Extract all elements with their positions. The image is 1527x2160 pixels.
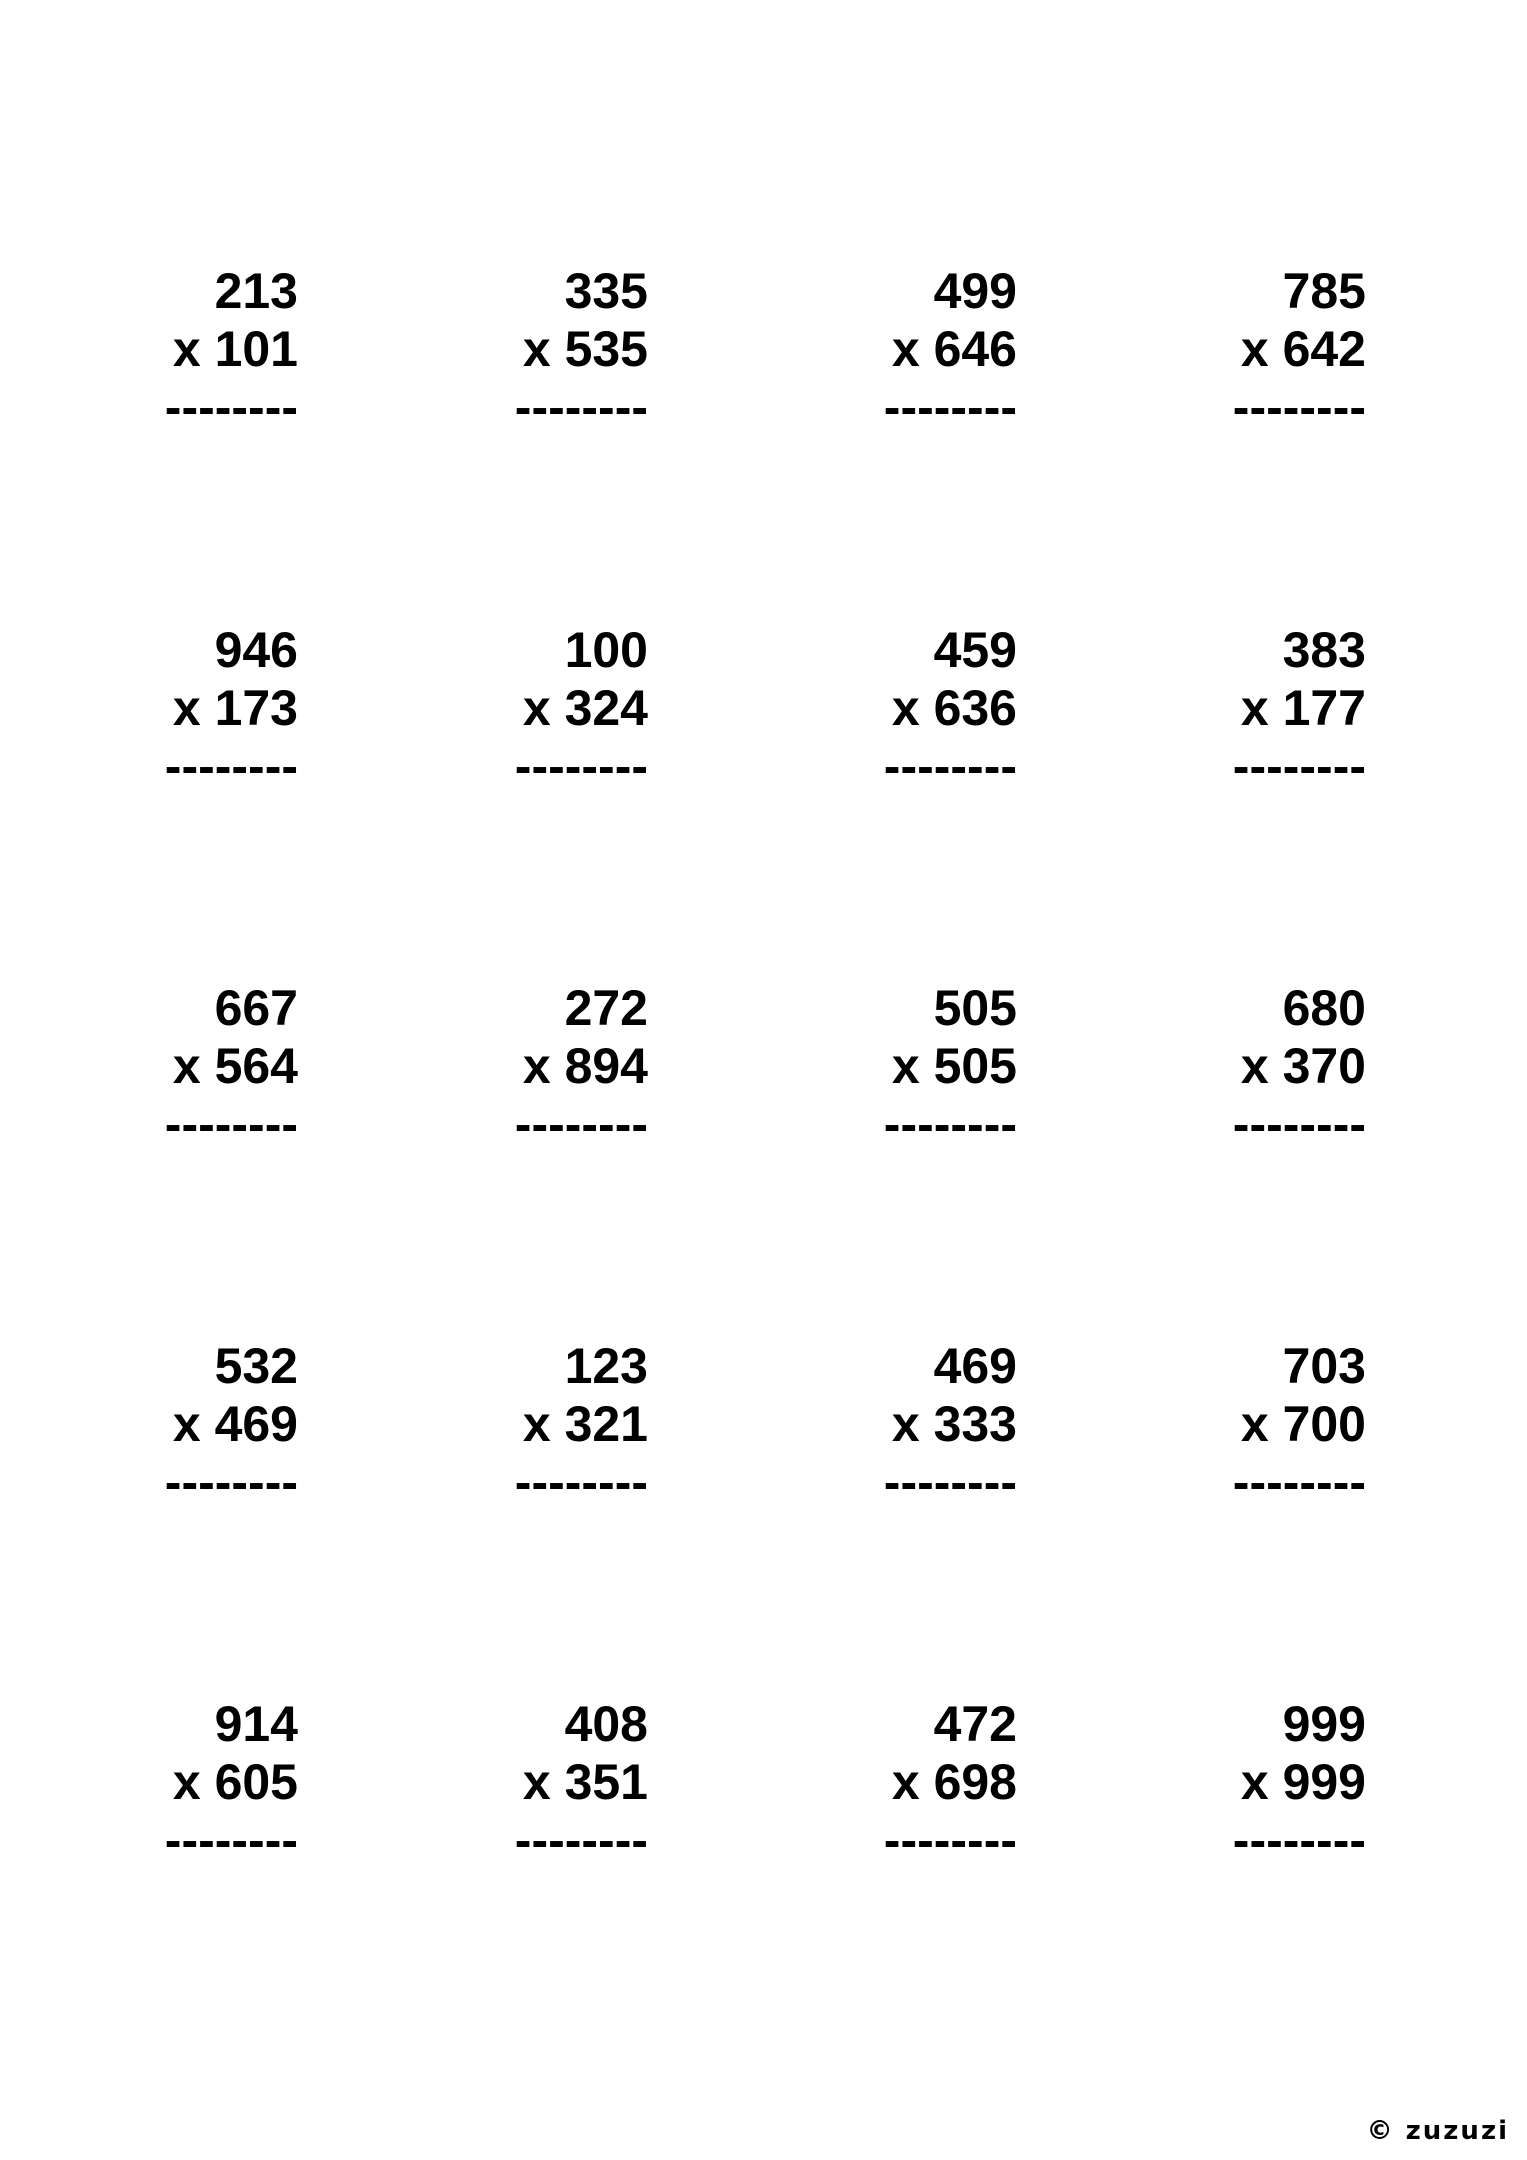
- answer-rule: --------: [883, 379, 1017, 435]
- times-operator: x: [891, 321, 920, 377]
- multiplier-line: [817, 1753, 1017, 1811]
- multiplier-line: [817, 679, 1017, 737]
- multiplier: 101: [214, 321, 298, 377]
- multiplier-line: [817, 1037, 1017, 1095]
- multiplicand: 680: [1282, 980, 1366, 1036]
- multiplication-problem: [817, 979, 1017, 1153]
- answer-rule: --------: [164, 1454, 298, 1510]
- multiplication-problem: [98, 979, 298, 1153]
- answer-rule: --------: [164, 738, 298, 794]
- times-operator: x: [172, 321, 201, 377]
- multiplier: 370: [1282, 1038, 1366, 1094]
- times-operator: x: [1240, 1038, 1269, 1094]
- times-operator: x: [172, 1396, 201, 1452]
- times-operator: x: [1240, 1754, 1269, 1810]
- multiplication-problem: [1166, 1337, 1366, 1511]
- answer-rule: --------: [164, 379, 298, 435]
- multiplication-problem: [448, 979, 648, 1153]
- copyright-footer: © zuzuzi: [1366, 2116, 1509, 2146]
- answer-rule: --------: [514, 1812, 648, 1868]
- multiplicand: 459: [933, 622, 1017, 678]
- multiplier-line: [448, 679, 648, 737]
- multiplier-line: [817, 1395, 1017, 1453]
- multiplicand: 408: [564, 1696, 648, 1752]
- multiplier: 564: [214, 1038, 298, 1094]
- times-operator: x: [522, 1396, 551, 1452]
- multiplier-line: [448, 320, 648, 378]
- multiplication-problem: [817, 1337, 1017, 1511]
- answer-rule: --------: [514, 1096, 648, 1152]
- multiplier-line: [448, 1753, 648, 1811]
- multiplier: 698: [933, 1754, 1017, 1810]
- times-operator: x: [522, 680, 551, 736]
- multiplication-problem: [98, 262, 298, 436]
- times-operator: x: [891, 1396, 920, 1452]
- multiplication-problem: [1166, 1695, 1366, 1869]
- times-operator: x: [891, 1038, 920, 1094]
- multiplicand: 472: [933, 1696, 1017, 1752]
- multiplier: 177: [1282, 680, 1366, 736]
- times-operator: x: [1240, 321, 1269, 377]
- multiplicand: 703: [1282, 1338, 1366, 1394]
- multiplication-problem: [98, 1695, 298, 1869]
- answer-rule: --------: [1232, 1812, 1366, 1868]
- multiplier-line: [98, 1753, 298, 1811]
- multiplier-line: [1166, 1037, 1366, 1095]
- answer-rule: --------: [1232, 738, 1366, 794]
- answer-rule: --------: [1232, 1454, 1366, 1510]
- multiplicand: 785: [1282, 263, 1366, 319]
- answer-rule: --------: [514, 1454, 648, 1510]
- multiplicand: 667: [214, 980, 298, 1036]
- answer-rule: --------: [883, 1812, 1017, 1868]
- multiplication-problem: [448, 1695, 648, 1869]
- multiplication-problem: [98, 1337, 298, 1511]
- times-operator: x: [522, 321, 551, 377]
- multiplier: 351: [564, 1754, 648, 1810]
- multiplicand: 499: [933, 263, 1017, 319]
- multiplication-problem: [817, 1695, 1017, 1869]
- multiplier: 321: [564, 1396, 648, 1452]
- multiplicand: 999: [1282, 1696, 1366, 1752]
- times-operator: x: [172, 680, 201, 736]
- times-operator: x: [1240, 1396, 1269, 1452]
- multiplicand: 914: [214, 1696, 298, 1752]
- multiplier-line: [98, 1395, 298, 1453]
- multiplier: 999: [1282, 1754, 1366, 1810]
- multiplier-line: [98, 679, 298, 737]
- multiplicand: 100: [564, 622, 648, 678]
- multiplier: 505: [933, 1038, 1017, 1094]
- multiplier: 646: [933, 321, 1017, 377]
- multiplier: 605: [214, 1754, 298, 1810]
- times-operator: x: [1240, 680, 1269, 736]
- multiplication-problem: [448, 262, 648, 436]
- times-operator: x: [891, 1754, 920, 1810]
- multiplier-line: [98, 1037, 298, 1095]
- multiplicand: 505: [933, 980, 1017, 1036]
- multiplicand: 532: [214, 1338, 298, 1394]
- multiplicand: 213: [214, 263, 298, 319]
- multiplication-problem: [817, 262, 1017, 436]
- times-operator: x: [522, 1038, 551, 1094]
- multiplication-problem: [1166, 979, 1366, 1153]
- multiplier: 535: [564, 321, 648, 377]
- multiplicand: 335: [564, 263, 648, 319]
- multiplicand: 469: [933, 1338, 1017, 1394]
- multiplier: 636: [933, 680, 1017, 736]
- answer-rule: --------: [883, 1096, 1017, 1152]
- multiplier-line: [448, 1037, 648, 1095]
- multiplicand: 946: [214, 622, 298, 678]
- multiplication-problem: [448, 1337, 648, 1511]
- multiplier: 642: [1282, 321, 1366, 377]
- multiplicand: 272: [564, 980, 648, 1036]
- multiplication-problem: [1166, 621, 1366, 795]
- multiplication-problem: [817, 621, 1017, 795]
- answer-rule: --------: [883, 1454, 1017, 1510]
- multiplier-line: [1166, 1753, 1366, 1811]
- multiplier-line: [1166, 1395, 1366, 1453]
- multiplier: 333: [933, 1396, 1017, 1452]
- multiplier: 324: [564, 680, 648, 736]
- times-operator: x: [891, 680, 920, 736]
- multiplier-line: [1166, 320, 1366, 378]
- multiplier-line: [1166, 679, 1366, 737]
- multiplier-line: [448, 1395, 648, 1453]
- multiplication-problem: [448, 621, 648, 795]
- multiplication-problem: [98, 621, 298, 795]
- multiplier: 173: [214, 680, 298, 736]
- times-operator: x: [172, 1038, 201, 1094]
- times-operator: x: [172, 1754, 201, 1810]
- answer-rule: --------: [164, 1812, 298, 1868]
- multiplicand: 123: [564, 1338, 648, 1394]
- multiplier: 700: [1282, 1396, 1366, 1452]
- multiplier-line: [98, 320, 298, 378]
- times-operator: x: [522, 1754, 551, 1810]
- answer-rule: --------: [883, 738, 1017, 794]
- multiplier-line: [817, 320, 1017, 378]
- multiplication-problem: [1166, 262, 1366, 436]
- answer-rule: --------: [514, 379, 648, 435]
- answer-rule: --------: [164, 1096, 298, 1152]
- multiplier: 894: [564, 1038, 648, 1094]
- answer-rule: --------: [514, 738, 648, 794]
- multiplier: 469: [214, 1396, 298, 1452]
- answer-rule: --------: [1232, 1096, 1366, 1152]
- multiplicand: 383: [1282, 622, 1366, 678]
- answer-rule: --------: [1232, 379, 1366, 435]
